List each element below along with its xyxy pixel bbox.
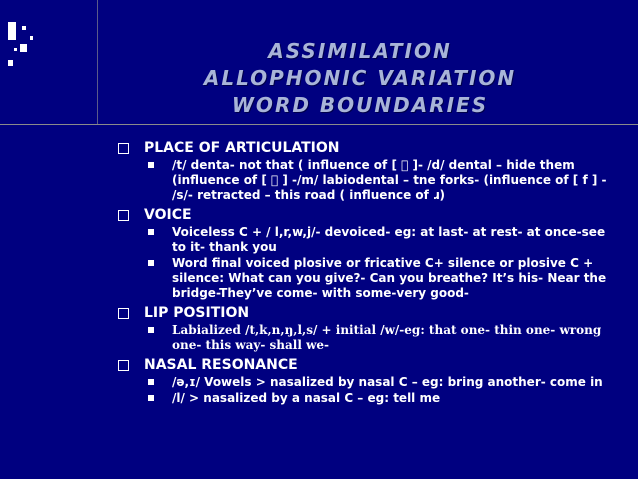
title-line-1: ASSIMILATION (268, 39, 452, 63)
list-item-text: /t/ denta- not that ( influence of [   ]- /d/ dental – hide them (influence of [   ] -/m/ labiodental – tne forks- (influence of [ f ] - /s/- retracted – this road ( influence of ɹ) (172, 158, 607, 202)
hollow-square-bullet-icon (118, 210, 129, 221)
section-heading-text: VOICE (144, 207, 192, 223)
list-item-text: /ə,ɪ/ Vowels > nasalized by nasal C – eg: bring another- come in (172, 375, 603, 389)
slide-title (170, 38, 550, 119)
hollow-square-bullet-icon (118, 308, 129, 319)
list-item (118, 256, 618, 301)
decorative-squares (8, 22, 38, 82)
title-line-2: ALLOPHONIC VARIATION (203, 66, 517, 90)
section-heading-nasal (118, 357, 618, 374)
list-item (118, 225, 618, 255)
filled-square-bullet-icon (148, 395, 154, 401)
hollow-square-bullet-icon (118, 143, 129, 154)
list-item-text: Voiceless C + / l,r,w,j/- devoiced- eg: at last- at rest- at once-see to it- thank you (172, 225, 606, 254)
list-item (118, 158, 618, 203)
list-item (118, 391, 618, 406)
filled-square-bullet-icon (148, 327, 154, 333)
filled-square-bullet-icon (148, 379, 154, 385)
section-heading-place (118, 140, 618, 157)
filled-square-bullet-icon (148, 260, 154, 266)
hollow-square-bullet-icon (118, 360, 129, 371)
section-heading-text: PLACE OF ARTICULATION (144, 140, 340, 156)
slide-body (118, 138, 618, 406)
list-item (118, 323, 618, 353)
horizontal-rule (0, 124, 638, 125)
list-item-text: Labialized /t,k,n,ŋ,l,s/ + initial /w/-eg: that one- thin one- wrong one- this way- shall we- (172, 323, 602, 352)
filled-square-bullet-icon (148, 162, 154, 168)
title-line-3: WORD BOUNDARIES (231, 93, 489, 117)
section-heading-lip (118, 305, 618, 322)
filled-square-bullet-icon (148, 229, 154, 235)
section-heading-text: LIP POSITION (144, 305, 250, 321)
section-heading-voice (118, 207, 618, 224)
list-item (118, 375, 618, 390)
section-heading-text: NASAL RESONANCE (144, 357, 298, 373)
vertical-rule (97, 0, 98, 124)
list-item-text: /l/ > nasalized by a nasal C – eg: tell me (172, 391, 441, 405)
list-item-text: Word final voiced plosive or fricative C+ silence or plosive C + silence: What can you give?- Can you breathe? It’s his- Near the bridge-They’ve come- with some-very good- (172, 256, 607, 300)
